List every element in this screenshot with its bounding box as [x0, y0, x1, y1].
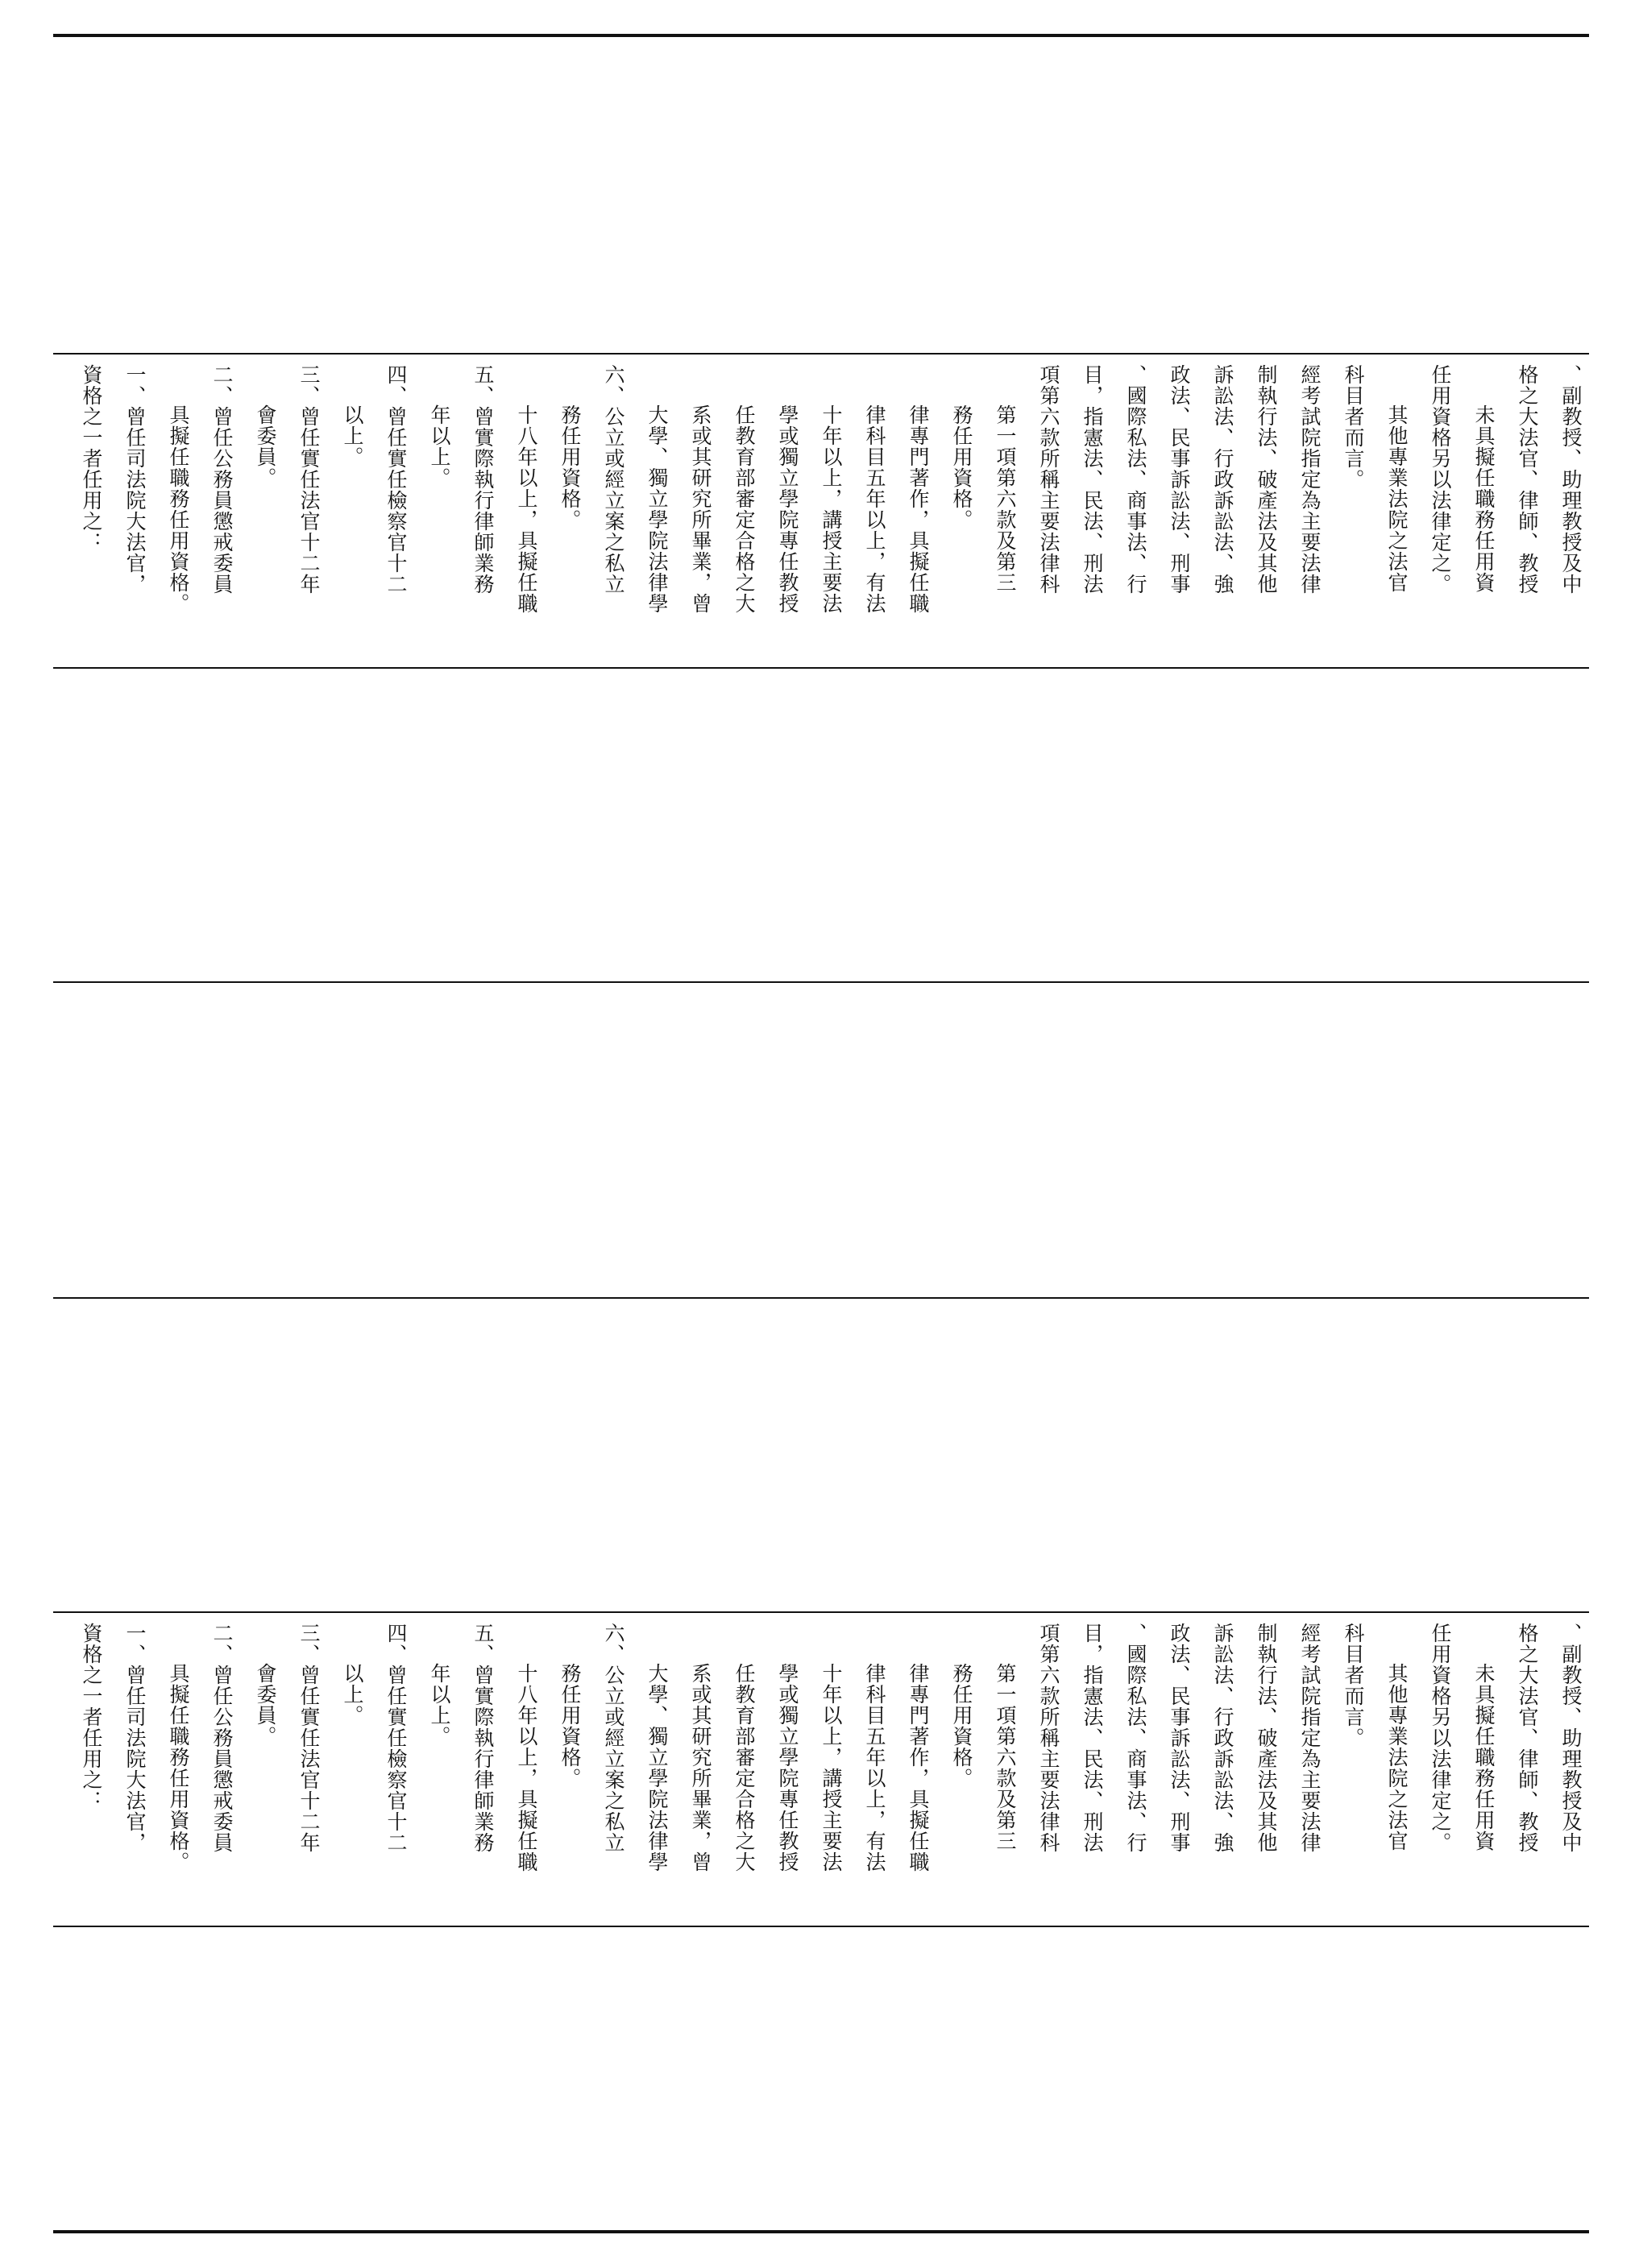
text-column: 其他專業法院之法官 [1385, 1663, 1409, 1851]
text-column: 未具擬任職務任用資 [1472, 404, 1496, 593]
text-column: 律專門著作，具擬任職 [907, 1663, 930, 1872]
text-column: 科目者而言。 [1342, 1623, 1365, 1748]
text-column: 學或獨立學院專任教授 [776, 404, 799, 614]
text-column: 政法、民事訴訟法、刑事 [1168, 364, 1191, 595]
text-column: 格之大法官、律師、教授 [1516, 1623, 1539, 1853]
text-column: 以上。 [341, 404, 364, 467]
text-column: 其他專業法院之法官 [1385, 404, 1409, 593]
text-column: 大學、獨立學院法律學 [645, 404, 669, 614]
text-column: 五、曾實際執行律師業務 [471, 1623, 495, 1853]
text-column: 十八年以上，具擬任職 [515, 404, 538, 614]
text-column: 項第六款所稱主要法律科 [1037, 364, 1060, 595]
text-column: 任教育部審定合格之大 [732, 404, 756, 614]
text-column: 訴訟法、行政訴訟法、強 [1211, 1623, 1234, 1853]
text-block-upper [53, 355, 1589, 667]
text-column: 一、曾任司法院大法官， [123, 364, 147, 595]
text-column: 、副教授、助理教授及中 [1559, 1623, 1583, 1853]
text-column: 、國際私法、商事法、行 [1124, 1623, 1147, 1853]
text-column: 務任用資格。 [558, 1663, 582, 1789]
text-column: 未具擬任職務任用資 [1472, 1663, 1496, 1851]
text-column: 四、曾任實任檢察官十二 [384, 364, 408, 595]
text-column: 格之大法官、律師、教授 [1516, 364, 1539, 595]
text-column: 任用資格另以法律定之。 [1429, 364, 1452, 595]
text-column: 律科目五年以上，有法 [863, 404, 886, 614]
text-column: 務任用資格。 [950, 1663, 973, 1789]
section-rule [53, 1926, 1589, 1927]
text-column: 二、曾任公務員懲戒委員 [210, 364, 234, 595]
text-block-lower [53, 1613, 1589, 1926]
text-column: 一、曾任司法院大法官， [123, 1623, 147, 1853]
text-column: 年以上。 [428, 404, 451, 488]
section-rule [53, 667, 1589, 669]
text-column: 制執行法、破產法及其他 [1255, 364, 1278, 595]
top-rule [53, 34, 1589, 37]
text-column: 任用資格另以法律定之。 [1429, 1623, 1452, 1853]
text-column: 十年以上，講授主要法 [820, 404, 843, 614]
text-column: 、國際私法、商事法、行 [1124, 364, 1147, 595]
text-column: 制執行法、破產法及其他 [1255, 1623, 1278, 1853]
column-group-upper [69, 364, 1589, 662]
column-group-lower [69, 1623, 1589, 1921]
text-column: 項第六款所稱主要法律科 [1037, 1623, 1060, 1853]
text-column: 十八年以上，具擬任職 [515, 1663, 538, 1872]
text-column: 六、公立或經立案之私立 [602, 1623, 625, 1853]
text-column: 經考試院指定為主要法律 [1298, 1623, 1322, 1853]
text-column: 具擬任職務任用資格。 [167, 404, 190, 614]
text-column: 三、曾任實任法官十二年 [297, 1623, 321, 1853]
text-column: 第一項第六款及第三 [994, 1663, 1017, 1851]
text-column: 三、曾任實任法官十二年 [297, 364, 321, 595]
text-column: 以上。 [341, 1663, 364, 1726]
text-column: 目，指憲法、民法、刑法 [1081, 1623, 1104, 1853]
text-column: 會委員。 [254, 404, 277, 488]
text-column: 科目者而言。 [1342, 364, 1365, 490]
text-column: 律專門著作，具擬任職 [907, 404, 930, 614]
text-column: 二、曾任公務員懲戒委員 [210, 1623, 234, 1853]
text-column: 六、公立或經立案之私立 [602, 364, 625, 595]
bottom-rule [53, 2230, 1589, 2233]
text-column: 具擬任職務任用資格。 [167, 1663, 190, 1872]
text-column: 五、曾實際執行律師業務 [471, 364, 495, 595]
text-column: 第一項第六款及第三 [994, 404, 1017, 593]
text-column: 資格之一者任用之： [80, 1623, 103, 1811]
text-column: 、副教授、助理教授及中 [1559, 364, 1583, 595]
text-column: 務任用資格。 [558, 404, 582, 530]
text-column: 年以上。 [428, 1663, 451, 1747]
text-column: 任教育部審定合格之大 [732, 1663, 756, 1872]
text-column: 目，指憲法、民法、刑法 [1081, 364, 1104, 595]
section-rule [53, 1297, 1589, 1299]
text-column: 系或其研究所畢業，曾 [689, 404, 712, 614]
text-column: 律科目五年以上，有法 [863, 1663, 886, 1872]
text-column: 大學、獨立學院法律學 [645, 1663, 669, 1872]
text-column: 四、曾任實任檢察官十二 [384, 1623, 408, 1853]
text-column: 政法、民事訴訟法、刑事 [1168, 1623, 1191, 1853]
text-column: 訴訟法、行政訴訟法、強 [1211, 364, 1234, 595]
text-column: 學或獨立學院專任教授 [776, 1663, 799, 1872]
section-rule [53, 981, 1589, 983]
text-column: 資格之一者任用之： [80, 364, 103, 553]
text-column: 務任用資格。 [950, 404, 973, 530]
text-column: 系或其研究所畢業，曾 [689, 1663, 712, 1872]
text-column: 經考試院指定為主要法律 [1298, 364, 1322, 595]
text-column: 十年以上，講授主要法 [820, 1663, 843, 1872]
text-column: 會委員。 [254, 1663, 277, 1747]
